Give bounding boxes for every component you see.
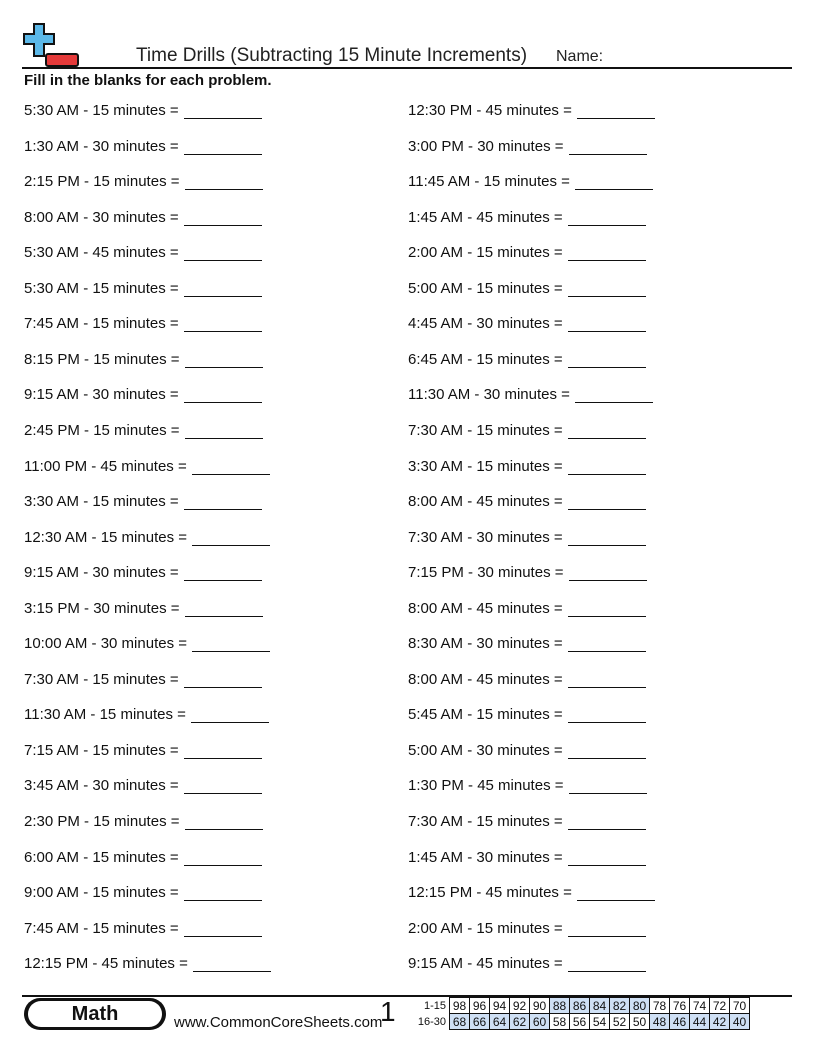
answer-blank[interactable] bbox=[185, 422, 263, 439]
problem-text: 8:00 AM - 45 minutes = bbox=[408, 493, 563, 511]
problem-text: 5:00 AM - 30 minutes = bbox=[408, 741, 563, 759]
answer-blank[interactable] bbox=[184, 102, 262, 119]
problem-item bbox=[24, 315, 262, 332]
answer-key-cell: 48 bbox=[650, 1014, 670, 1030]
problem-text: 5:30 AM - 45 minutes = bbox=[24, 244, 179, 262]
problem-text: 11:00 PM - 45 minutes = bbox=[24, 457, 187, 475]
problem-item bbox=[408, 706, 646, 723]
instructions: Fill in the blanks for each problem. bbox=[24, 72, 272, 89]
problem-item bbox=[24, 777, 262, 794]
answer-blank[interactable] bbox=[568, 671, 646, 688]
answer-blank[interactable] bbox=[575, 386, 653, 403]
problem-item bbox=[24, 138, 262, 155]
answer-key-cell: 44 bbox=[690, 1014, 710, 1030]
problem-item bbox=[408, 280, 646, 297]
answer-blank[interactable] bbox=[568, 280, 646, 297]
answer-blank[interactable] bbox=[184, 315, 262, 332]
math-badge bbox=[24, 998, 166, 1030]
problem-item bbox=[408, 173, 653, 190]
answer-key-cell: 80 bbox=[630, 998, 650, 1014]
problem-text: 2:00 AM - 15 minutes = bbox=[408, 919, 563, 937]
problem-item bbox=[408, 884, 655, 901]
problem-item bbox=[24, 280, 262, 297]
problem-item bbox=[24, 386, 262, 403]
answer-key-row-label: 1-15 bbox=[423, 999, 446, 1012]
problem-item bbox=[24, 600, 263, 617]
problem-item bbox=[24, 849, 262, 866]
problem-item bbox=[408, 742, 646, 759]
problem-item bbox=[24, 244, 262, 261]
answer-key-cell: 50 bbox=[630, 1014, 650, 1030]
answer-key-row bbox=[414, 1014, 750, 1030]
problem-item bbox=[24, 422, 263, 439]
answer-blank[interactable] bbox=[568, 244, 646, 261]
answer-key-cell: 94 bbox=[490, 998, 510, 1014]
problem-text: 9:15 AM - 30 minutes = bbox=[24, 386, 179, 404]
answer-blank[interactable] bbox=[184, 209, 262, 226]
answer-key-cell: 76 bbox=[670, 998, 690, 1014]
answer-key-cell: 60 bbox=[530, 1014, 550, 1030]
answer-blank[interactable] bbox=[192, 635, 270, 652]
problem-text: 1:30 PM - 45 minutes = bbox=[408, 777, 564, 795]
problem-item bbox=[24, 635, 270, 652]
site-url: www.CommonCoreSheets.com bbox=[174, 1014, 383, 1031]
answer-blank[interactable] bbox=[184, 884, 262, 901]
answer-blank[interactable] bbox=[568, 706, 646, 723]
answer-blank[interactable] bbox=[191, 706, 269, 723]
problem-item bbox=[408, 458, 646, 475]
answer-blank[interactable] bbox=[568, 493, 646, 510]
problem-item bbox=[408, 777, 647, 794]
problem-item bbox=[408, 671, 646, 688]
problem-item bbox=[408, 920, 646, 937]
problem-item bbox=[408, 493, 646, 510]
problem-item bbox=[408, 351, 646, 368]
answer-key-cell: 88 bbox=[550, 998, 570, 1014]
answer-blank[interactable] bbox=[184, 777, 262, 794]
problem-item bbox=[408, 635, 646, 652]
problem-text: 6:00 AM - 15 minutes = bbox=[24, 848, 179, 866]
answer-blank[interactable] bbox=[185, 351, 263, 368]
answer-blank[interactable] bbox=[185, 813, 263, 830]
problem-item bbox=[24, 813, 263, 830]
problem-text: 11:45 AM - 15 minutes = bbox=[408, 173, 570, 191]
page-title: Time Drills (Subtracting 15 Minute Increments) bbox=[136, 45, 528, 66]
answer-key-cell: 66 bbox=[470, 1014, 490, 1030]
problem-item bbox=[408, 102, 655, 119]
problem-text: 1:45 AM - 45 minutes = bbox=[408, 208, 563, 226]
problem-text: 8:30 AM - 30 minutes = bbox=[408, 635, 563, 653]
answer-key-row-label: 16-30 bbox=[417, 1015, 446, 1028]
problem-text: 12:30 PM - 45 minutes = bbox=[408, 102, 572, 119]
answer-blank[interactable] bbox=[184, 280, 262, 297]
problem-text: 7:15 AM - 15 minutes = bbox=[24, 741, 179, 759]
answer-blank[interactable] bbox=[568, 351, 646, 368]
answer-key-cell: 92 bbox=[510, 998, 530, 1014]
problem-text: 8:00 AM - 30 minutes = bbox=[24, 208, 179, 226]
problem-text: 4:45 AM - 30 minutes = bbox=[408, 315, 563, 333]
problem-text: 3:45 AM - 30 minutes = bbox=[24, 777, 179, 795]
problem-text: 2:15 PM - 15 minutes = bbox=[24, 173, 180, 191]
problem-text: 11:30 AM - 15 minutes = bbox=[24, 706, 186, 724]
problem-text: 5:30 AM - 15 minutes = bbox=[24, 102, 179, 119]
answer-blank[interactable] bbox=[568, 955, 646, 972]
answer-key-cell: 54 bbox=[590, 1014, 610, 1030]
problem-text: 1:30 AM - 30 minutes = bbox=[24, 137, 179, 155]
problem-text: 11:30 AM - 30 minutes = bbox=[408, 386, 570, 404]
answer-blank[interactable] bbox=[569, 564, 647, 581]
answer-key-cell: 72 bbox=[710, 998, 730, 1014]
answer-blank[interactable] bbox=[192, 458, 270, 475]
answer-blank[interactable] bbox=[185, 173, 263, 190]
answer-blank[interactable] bbox=[184, 920, 262, 937]
problem-item bbox=[408, 386, 653, 403]
problem-item bbox=[24, 671, 262, 688]
problem-item bbox=[24, 529, 270, 546]
answer-blank[interactable] bbox=[184, 138, 262, 155]
problem-item bbox=[24, 884, 262, 901]
problem-text: 7:30 AM - 30 minutes = bbox=[408, 528, 563, 546]
problem-text: 8:15 PM - 15 minutes = bbox=[24, 350, 180, 368]
problem-item bbox=[24, 564, 262, 581]
answer-blank[interactable] bbox=[568, 742, 646, 759]
problem-text: 7:30 AM - 15 minutes = bbox=[24, 670, 179, 688]
name-label: Name: bbox=[556, 48, 604, 65]
problem-text: 3:30 AM - 15 minutes = bbox=[24, 493, 179, 511]
problem-text: 7:45 AM - 15 minutes = bbox=[24, 919, 179, 937]
problem-text: 3:30 AM - 15 minutes = bbox=[408, 457, 563, 475]
answer-blank[interactable] bbox=[575, 173, 653, 190]
problem-text: 6:45 AM - 15 minutes = bbox=[408, 350, 563, 368]
answer-blank[interactable] bbox=[184, 849, 262, 866]
answer-blank[interactable] bbox=[184, 742, 262, 759]
problem-item bbox=[408, 209, 646, 226]
problem-item bbox=[408, 244, 646, 261]
problem-text: 7:30 AM - 15 minutes = bbox=[408, 813, 563, 830]
answer-blank[interactable] bbox=[192, 529, 270, 546]
answer-blank[interactable] bbox=[568, 849, 646, 866]
problem-text: 5:45 AM - 15 minutes = bbox=[408, 706, 563, 724]
answer-key-cell: 62 bbox=[510, 1014, 530, 1030]
problem-item bbox=[24, 493, 262, 510]
problem-text: 12:15 PM - 45 minutes = bbox=[24, 955, 188, 973]
answer-key-cell: 78 bbox=[650, 998, 670, 1014]
answer-blank[interactable] bbox=[568, 315, 646, 332]
answer-blank[interactable] bbox=[568, 635, 646, 652]
answer-key-cell: 82 bbox=[610, 998, 630, 1014]
problem-item bbox=[408, 600, 646, 617]
problem-item bbox=[24, 742, 262, 759]
answer-blank[interactable] bbox=[568, 529, 646, 546]
problem-item bbox=[24, 706, 269, 723]
problem-item bbox=[24, 920, 262, 937]
math-badge-label: Math bbox=[28, 1001, 162, 1027]
answer-blank[interactable] bbox=[577, 102, 655, 119]
answer-blank[interactable] bbox=[568, 920, 646, 937]
answer-blank[interactable] bbox=[568, 422, 646, 439]
answer-blank[interactable] bbox=[185, 600, 263, 617]
answer-blank[interactable] bbox=[569, 777, 647, 794]
answer-key-cell: 52 bbox=[610, 1014, 630, 1030]
answer-key-cell: 84 bbox=[590, 998, 610, 1014]
answer-blank[interactable] bbox=[577, 884, 655, 901]
answer-key-cell: 98 bbox=[450, 998, 470, 1014]
problem-text: 8:00 AM - 45 minutes = bbox=[408, 599, 563, 617]
answer-key-cell: 56 bbox=[570, 1014, 590, 1030]
problem-text: 9:15 AM - 45 minutes = bbox=[408, 955, 563, 973]
answer-key-cell: 42 bbox=[710, 1014, 730, 1030]
problem-text: 7:45 AM - 15 minutes = bbox=[24, 315, 179, 333]
problem-item bbox=[408, 849, 646, 866]
problem-item bbox=[408, 138, 647, 155]
answer-key-cell: 86 bbox=[570, 998, 590, 1014]
problem-item bbox=[408, 315, 646, 332]
problem-item bbox=[408, 564, 647, 581]
problem-item bbox=[408, 422, 646, 439]
problem-item bbox=[408, 529, 646, 546]
answer-key-cell: 74 bbox=[690, 998, 710, 1014]
problem-text: 3:00 PM - 30 minutes = bbox=[408, 137, 564, 155]
answer-key-cell: 46 bbox=[670, 1014, 690, 1030]
problem-text: 12:30 AM - 15 minutes = bbox=[24, 528, 188, 546]
answer-blank[interactable] bbox=[568, 209, 646, 226]
answer-key-row bbox=[414, 998, 750, 1014]
problem-text: 1:45 AM - 30 minutes = bbox=[408, 848, 563, 866]
problem-text: 3:15 PM - 30 minutes = bbox=[24, 599, 180, 617]
answer-key-cell: 58 bbox=[550, 1014, 570, 1030]
answer-blank[interactable] bbox=[569, 138, 647, 155]
problem-item bbox=[24, 173, 263, 190]
answer-key-cell: 70 bbox=[730, 998, 750, 1014]
answer-blank[interactable] bbox=[184, 244, 262, 261]
problem-item bbox=[408, 955, 646, 972]
problem-text: 10:00 AM - 30 minutes = bbox=[24, 635, 188, 653]
answer-key-table bbox=[414, 997, 750, 1030]
answer-key-cell: 96 bbox=[470, 998, 490, 1014]
answer-blank[interactable] bbox=[568, 458, 646, 475]
problem-text: 2:00 AM - 15 minutes = bbox=[408, 244, 563, 262]
problem-text: 2:30 PM - 15 minutes = bbox=[24, 813, 180, 830]
problem-text: 8:00 AM - 45 minutes = bbox=[408, 670, 563, 688]
problem-text: 7:30 AM - 15 minutes = bbox=[408, 421, 563, 439]
answer-key-cell: 40 bbox=[730, 1014, 750, 1030]
answer-blank[interactable] bbox=[568, 600, 646, 617]
answer-blank[interactable] bbox=[184, 564, 262, 581]
answer-blank[interactable] bbox=[184, 386, 262, 403]
answer-blank[interactable] bbox=[568, 813, 646, 830]
problem-text: 12:15 PM - 45 minutes = bbox=[408, 884, 572, 902]
answer-blank[interactable] bbox=[193, 955, 271, 972]
problem-item bbox=[24, 209, 262, 226]
problem-item bbox=[408, 813, 646, 830]
page-number: 1 bbox=[380, 996, 396, 1027]
problem-item bbox=[24, 458, 270, 475]
answer-key-cell: 68 bbox=[450, 1014, 470, 1030]
answer-blank[interactable] bbox=[184, 493, 262, 510]
answer-key-cell: 90 bbox=[530, 998, 550, 1014]
problem-text: 7:15 PM - 30 minutes = bbox=[408, 564, 564, 582]
answer-key-cell: 64 bbox=[490, 1014, 510, 1030]
problem-text: 9:15 AM - 30 minutes = bbox=[24, 564, 179, 582]
problem-text: 2:45 PM - 15 minutes = bbox=[24, 421, 180, 439]
problem-text: 5:30 AM - 15 minutes = bbox=[24, 279, 179, 297]
answer-blank[interactable] bbox=[184, 671, 262, 688]
problem-item bbox=[24, 351, 263, 368]
problem-text: 5:00 AM - 15 minutes = bbox=[408, 279, 563, 297]
problem-item bbox=[24, 102, 262, 119]
problem-text: 9:00 AM - 15 minutes = bbox=[24, 884, 179, 902]
problem-item bbox=[24, 955, 271, 972]
